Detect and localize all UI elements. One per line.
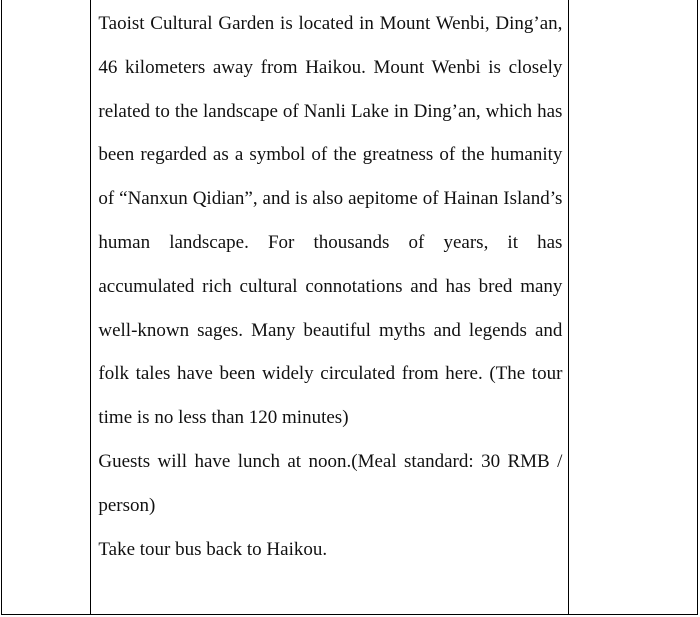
itinerary-description-cell <box>91 0 569 615</box>
garden-description-paragraph: Taoist Cultural Garden is located in Mount Wenbi, Ding’an, 46 kilometers away from Haikou. Mount Wenbi is closely related to the landscape of Nanli Lake in Ding’an, which has been regarded as a symbol of the greatness of the humanity of “Nanxun Qidian”, and is also aepitome of Hainan Island’s human landscape. For thousands of years, it has accumulated rich cultural connotations and has bred many well-known sages. Many beautiful myths and legends and folk tales have been widely circulated from here. (The tour time is no less than 120 minutes) <box>98 13 563 429</box>
left-empty-cell <box>2 0 91 615</box>
return-paragraph: Take tour bus back to Haikou. <box>98 538 328 560</box>
right-empty-cell <box>569 0 698 615</box>
table-row <box>2 0 698 615</box>
itinerary-table <box>1 0 698 615</box>
lunch-paragraph: Guests will have lunch at noon.(Meal standard: 30 RMB / person) <box>98 450 563 516</box>
